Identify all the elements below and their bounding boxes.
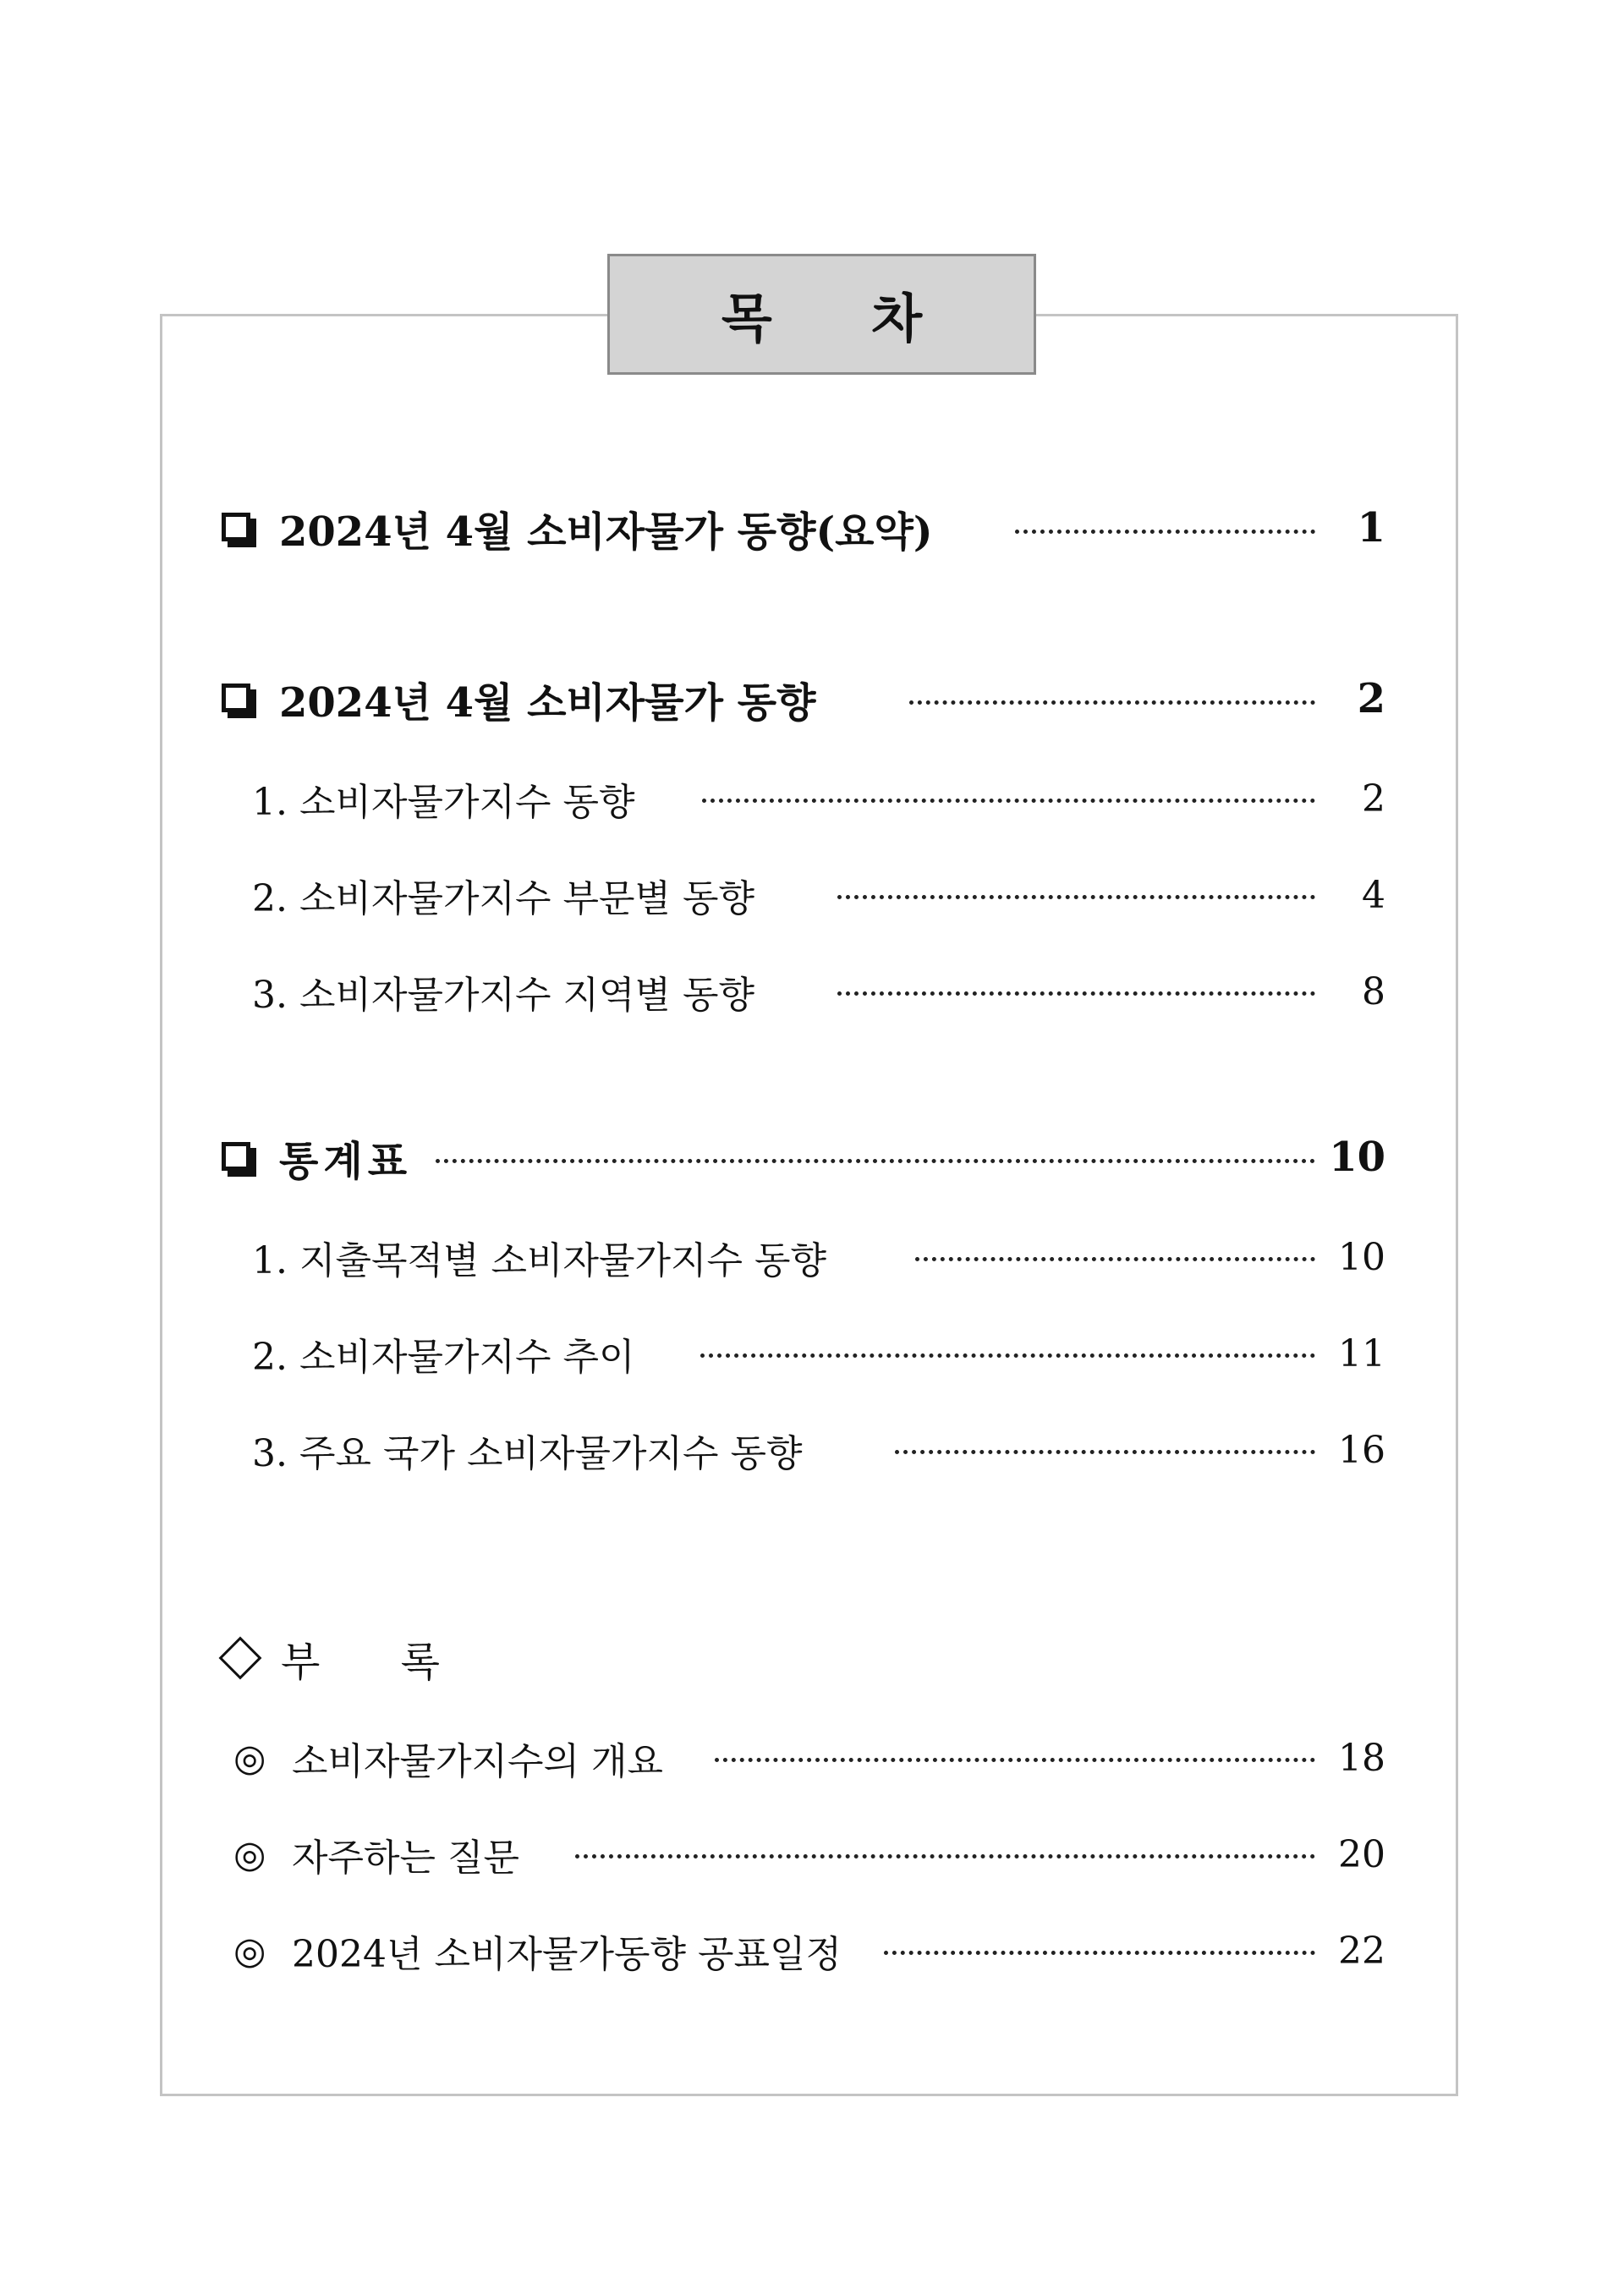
toc-section-tables[interactable]: [0, 1130, 1624, 1184]
dot-leader: [837, 991, 1315, 996]
toc-section-trend[interactable]: [0, 672, 1624, 726]
dot-leader: [702, 799, 1315, 803]
square-bullet-icon: [222, 1142, 250, 1171]
dot-leader: [915, 1257, 1315, 1261]
toc-page-number: 16: [1338, 1428, 1385, 1472]
toc-page-number: 1: [1357, 504, 1385, 552]
toc-page-number: 22: [1338, 1929, 1385, 1973]
toc-item-label: 3. 소비자물가지수 지역별 동향: [252, 974, 754, 1017]
toc-page-number: 10: [1338, 1235, 1385, 1279]
dot-leader: [1015, 530, 1315, 534]
toc-item-label: 3. 주요 국가 소비자물가지수 동향: [252, 1432, 803, 1475]
double-circle-icon: ◎: [233, 1832, 266, 1876]
toc-page-number: 2: [1357, 675, 1385, 722]
toc-section-label: 2024년 4월 소비자물가 동향: [279, 678, 816, 727]
toc-page-number: 4: [1362, 873, 1385, 917]
dot-leader: [837, 895, 1315, 899]
toc-title: 목 차: [607, 254, 1036, 375]
toc-item-label: 2024년 소비자물가동향 공표일정: [292, 1933, 842, 1976]
toc-page-number: 20: [1338, 1832, 1385, 1876]
toc-page-number: 8: [1362, 969, 1385, 1013]
dot-leader: [715, 1758, 1315, 1762]
toc-section-label: 통계표: [279, 1137, 413, 1185]
appendix-label: 부 록: [281, 1638, 474, 1686]
toc-item-label: 2. 소비자물가지수 추이: [252, 1336, 635, 1379]
toc-item-label: 1. 소비자물가지수 동향: [252, 781, 635, 824]
toc-page-number: 10: [1329, 1134, 1385, 1181]
diamond-icon: [219, 1637, 262, 1680]
square-bullet-icon: [222, 684, 250, 712]
toc-item-label: 자주하는 질문: [292, 1837, 520, 1880]
toc-item[interactable]: [0, 964, 1624, 1018]
toc-appendix-item[interactable]: [0, 1731, 1624, 1785]
toc-page-number: 11: [1338, 1331, 1385, 1375]
appendix-heading: [213, 1633, 474, 1686]
double-circle-icon: ◎: [233, 1736, 266, 1780]
toc-section-label: 2024년 4월 소비자물가 동향(요약): [279, 508, 933, 556]
square-bullet-icon: [222, 513, 250, 541]
dot-leader: [700, 1353, 1315, 1358]
double-circle-icon: ◎: [233, 1929, 266, 1973]
toc-appendix-item[interactable]: [0, 1827, 1624, 1881]
toc-item[interactable]: [0, 771, 1624, 826]
toc-item[interactable]: [0, 1423, 1624, 1477]
toc-item-label: 소비자물가지수의 개요: [292, 1740, 664, 1783]
toc-item[interactable]: [0, 868, 1624, 922]
toc-appendix-item[interactable]: [0, 1924, 1624, 1978]
dot-leader: [909, 700, 1315, 705]
dot-leader: [895, 1450, 1315, 1454]
toc-page-number: 18: [1338, 1736, 1385, 1780]
dot-leader: [436, 1159, 1315, 1163]
dot-leader: [575, 1854, 1315, 1859]
toc-page-number: 2: [1362, 777, 1385, 821]
toc-item-label: 1. 지출목적별 소비자물가지수 동향: [252, 1239, 826, 1282]
toc-section-summary[interactable]: [0, 501, 1624, 555]
dot-leader: [884, 1951, 1315, 1955]
toc-item-label: 2. 소비자물가지수 부문별 동향: [252, 877, 754, 920]
toc-item[interactable]: [0, 1326, 1624, 1381]
toc-item[interactable]: [0, 1230, 1624, 1284]
